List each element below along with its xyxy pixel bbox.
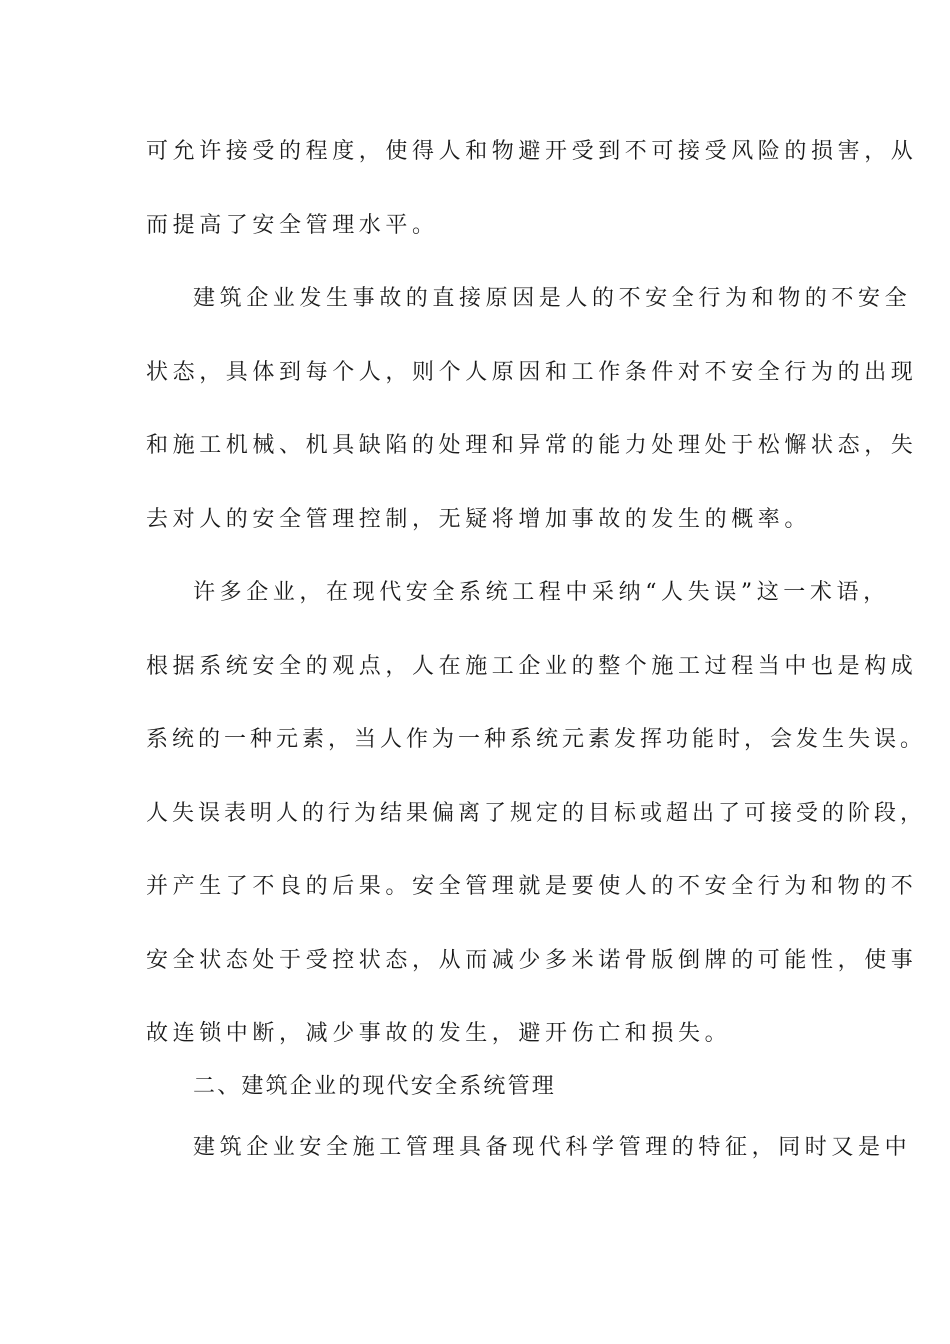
text-line: 而提高了安全管理水平。 [146,213,439,238]
text-line: 状态，具体到每个人，则个人原因和工作条件对不安全行为的出现 [146,360,918,385]
text-line: 根据系统安全的观点，人在施工企业的整个施工过程当中也是构成 [146,654,918,679]
text-line: 系统的一种元素，当人作为一种系统元素发挥功能时，会发生失误。 [146,727,927,752]
text-line: 可允许接受的程度，使得人和物避开受到不可接受风险的损害，从 [146,139,918,164]
text-line: 故连锁中断，减少事故的发生，避开伤亡和损失。 [146,1021,732,1046]
text-line: 安全状态处于受控状态，从而减少多米诺骨版倒牌的可能性，使事 [146,948,918,973]
paragraph-start-line: 许多企业，在现代安全系统工程中采纳“人失误”这一术语， [193,580,890,605]
text-line: 人失误表明人的行为结果偏离了规定的目标或超出了可接受的阶段， [146,801,927,826]
section-heading: 二、建筑企业的现代安全系统管理 [193,1074,557,1099]
text-line: 去对人的安全管理控制，无疑将增加事故的发生的概率。 [146,507,812,532]
text-line: 和施工机械、机具缺陷的处理和异常的能力处理处于松懈状态，失 [146,433,918,458]
paragraph-start-line: 建筑企业安全施工管理具备现代科学管理的特征，同时又是中 [193,1135,912,1160]
paragraph-start-line: 建筑企业发生事故的直接原因是人的不安全行为和物的不安全 [193,286,912,311]
text-line: 并产生了不良的后果。安全管理就是要使人的不安全行为和物的不 [146,874,918,899]
